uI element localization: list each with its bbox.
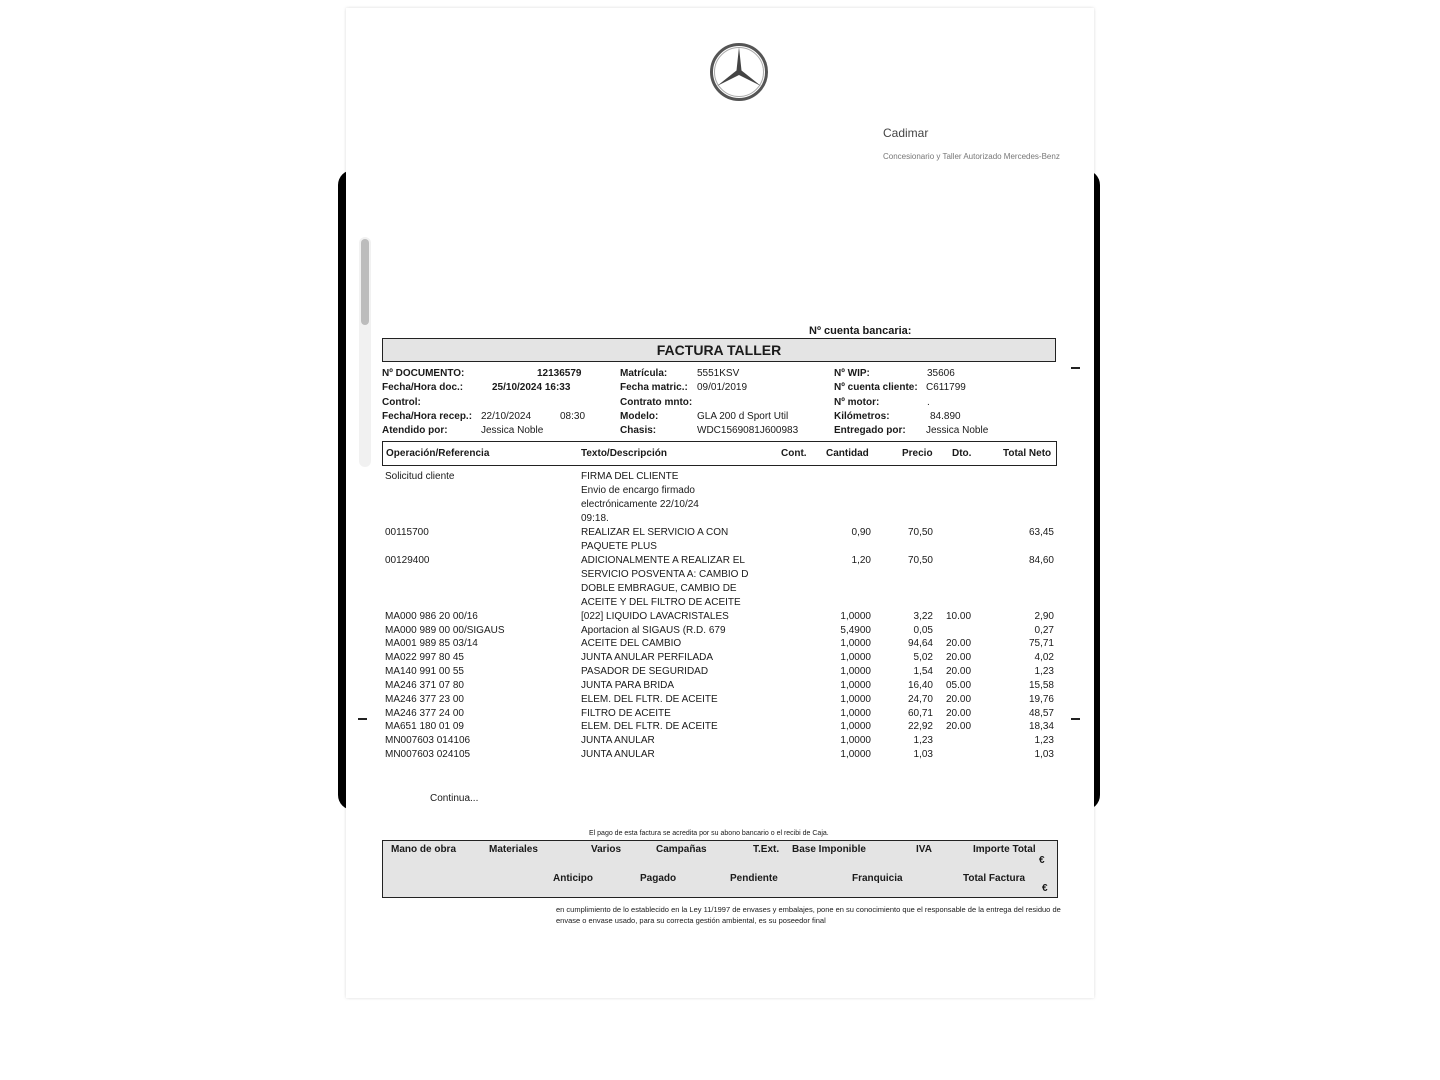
label-pagado: Pagado (640, 873, 677, 884)
cell-dto: 10.00 (946, 611, 972, 622)
cell-price: 24,70 (907, 694, 933, 705)
cell-dto: 20.00 (946, 694, 972, 705)
continua-text: Continua... (430, 793, 479, 804)
cell-ref: MA000 989 00 00/SIGAUS (385, 625, 505, 636)
label-varios: Varios (591, 844, 622, 855)
cell-desc: DOBLE EMBRAGUE, CAMBIO DE (581, 583, 737, 594)
engine: . (927, 397, 930, 408)
col-cont: Cont. (781, 448, 807, 459)
cell-price: 22,92 (907, 721, 933, 732)
cell-qty: 1,0000 (840, 694, 871, 705)
cell-qty: 1,0000 (840, 666, 871, 677)
control-label: Control: (382, 397, 421, 408)
plate-date-label: Fecha matric.: (620, 382, 688, 393)
cell-qty: 0,90 (851, 527, 871, 538)
cell-price: 1,54 (913, 666, 933, 677)
cell-total: 15,58 (1028, 680, 1054, 691)
totals-box (382, 840, 1058, 898)
wip: 35606 (927, 368, 955, 379)
label-anticipo: Anticipo (553, 873, 593, 884)
reception-time: 08:30 (560, 411, 586, 422)
cell-desc: JUNTA ANULAR (581, 749, 655, 760)
cell-desc: ACEITE Y DEL FILTRO DE ACEITE (581, 597, 741, 608)
col-total: Total Neto (1003, 448, 1052, 459)
client-label: Nº cuenta cliente: (834, 382, 918, 393)
cell-total: 84,60 (1028, 555, 1054, 566)
cell-qty: 1,0000 (840, 611, 871, 622)
cell-desc: ADICIONALMENTE A REALIZAR EL (581, 555, 745, 566)
chassis-label: Chasis: (620, 425, 657, 436)
km-label: Kilómetros: (834, 411, 890, 422)
cell-dto: 20.00 (946, 708, 972, 719)
cell-ref: MA246 377 24 00 (385, 708, 464, 719)
cell-price: 60,71 (907, 708, 933, 719)
cell-ref: MN007603 024105 (385, 749, 471, 760)
currency-total-factura: € (1042, 883, 1048, 894)
label-materiales: Materiales (489, 844, 538, 855)
cell-desc: JUNTA ANULAR PERFILADA (581, 652, 714, 663)
cell-desc: electrónicamente 22/10/24 (581, 499, 699, 510)
attended-label: Atendido por: (382, 425, 448, 436)
bank-account-label: Nº cuenta bancaria: (809, 325, 912, 337)
cell-desc: ELEM. DEL FLTR. DE ACEITE (581, 721, 718, 732)
label-base-imponible: Base Imponible (792, 844, 866, 855)
scrollbar-thumb[interactable] (361, 239, 369, 325)
label-franquicia: Franquicia (852, 873, 903, 884)
legal-notice: en cumplimiento de lo establecido en la Ley 11/1997 de envases y embalajes, pone en su conocimiento que el responsable de la entrega del residuo de envase o envase usado, para su correcta gestión ambiental, es su poseedor final (556, 905, 1061, 925)
label-t-ext: T.Ext. (753, 844, 780, 855)
cell-total: 2,90 (1034, 611, 1054, 622)
cell-price: 70,50 (907, 527, 933, 538)
chassis: WDC1569081J600983 (697, 425, 799, 436)
scrollbar[interactable] (359, 237, 371, 467)
cell-dto: 20.00 (946, 652, 972, 663)
cell-desc: REALIZAR EL SERVICIO A CON (581, 527, 729, 538)
cell-ref: MA246 371 07 80 (385, 680, 464, 691)
label-iva: IVA (916, 844, 932, 855)
cell-total: 18,34 (1028, 721, 1054, 732)
cell-price: 70,50 (907, 555, 933, 566)
cell-price: 0,05 (913, 625, 933, 636)
cell-desc: Aportacion al SIGAUS (R.D. 679 (581, 625, 726, 636)
cell-desc: SERVICIO POSVENTA A: CAMBIO D (581, 569, 749, 580)
cell-dto: 20.00 (946, 638, 972, 649)
cell-ref: MA651 180 01 09 (385, 721, 464, 732)
engine-label: Nº motor: (834, 397, 880, 408)
cell-qty: 1,0000 (840, 638, 871, 649)
cell-total: 1,03 (1034, 749, 1054, 760)
doc-number-label: Nº DOCUMENTO: (382, 368, 465, 379)
cell-price: 16,40 (907, 680, 933, 691)
cell-qty: 1,0000 (840, 680, 871, 691)
cell-qty: 5,4900 (840, 625, 871, 636)
cell-dto: 20.00 (946, 721, 972, 732)
label-total-factura: Total Factura (963, 873, 1026, 884)
cell-price: 5,02 (913, 652, 933, 663)
cell-qty: 1,0000 (840, 708, 871, 719)
label-importe-total: Importe Total (973, 844, 1036, 855)
cell-dto: 20.00 (946, 666, 972, 677)
delivered-by: Jessica Noble (926, 425, 989, 436)
cell-desc: FIRMA DEL CLIENTE (581, 471, 679, 482)
cell-desc: Envio de encargo firmado (581, 485, 695, 496)
plate-label: Matrícula: (620, 368, 668, 379)
model-label: Modelo: (620, 411, 659, 422)
cell-ref: 00115700 (385, 527, 429, 538)
attended-by: Jessica Noble (481, 425, 544, 436)
cell-qty: 1,0000 (840, 735, 871, 746)
cell-ref: Solicitud cliente (385, 471, 455, 482)
cell-desc: JUNTA PARA BRIDA (581, 680, 674, 691)
delivered-label: Entregado por: (834, 425, 906, 436)
reception-date: 22/10/2024 (481, 411, 532, 422)
contract-label: Contrato mnto: (620, 397, 693, 408)
cell-desc: PASADOR DE SEGURIDAD (581, 666, 709, 677)
cell-ref: MA246 377 23 00 (385, 694, 464, 705)
payment-note: El pago de esta factura se acredita por su abono bancario o el recibi de Caja. (589, 830, 829, 837)
cell-price: 1,03 (913, 749, 933, 760)
cell-ref: MN007603 014106 (385, 735, 471, 746)
cell-desc: [022] LIQUIDO LAVACRISTALES (581, 611, 729, 622)
model: GLA 200 d Sport Util (697, 411, 789, 422)
label-mano-obra: Mano de obra (391, 844, 457, 855)
cell-desc: FILTRO DE ACEITE (581, 708, 671, 719)
doc-date-label: Fecha/Hora doc.: (382, 382, 464, 393)
cell-total: 1,23 (1034, 735, 1054, 746)
col-ref: Operación/Referencia (386, 448, 490, 459)
cell-ref: MA000 986 20 00/16 (385, 611, 478, 622)
cell-qty: 1,0000 (840, 652, 871, 663)
km: 84.890 (930, 411, 961, 422)
cell-price: 3,22 (913, 611, 933, 622)
cell-desc: ACEITE DEL CAMBIO (581, 638, 682, 649)
currency-importe: € (1039, 855, 1045, 866)
cell-price: 94,64 (907, 638, 933, 649)
company-name: Cadimar (883, 126, 929, 140)
col-desc: Texto/Descripción (581, 448, 667, 459)
col-qty: Cantidad (826, 448, 869, 459)
reception-label: Fecha/Hora recep.: (382, 411, 473, 422)
cell-total: 75,71 (1028, 638, 1054, 649)
cell-desc: 09:18. (581, 513, 609, 524)
fold-mark (358, 718, 367, 720)
label-pendiente: Pendiente (730, 873, 778, 884)
cell-total: 4,02 (1034, 652, 1054, 663)
fold-mark (1071, 367, 1080, 369)
doc-date: 25/10/2024 16:33 (492, 382, 571, 393)
mercedes-star-logo (709, 42, 769, 102)
doc-number: 12136579 (537, 368, 582, 379)
cell-ref: MA001 989 85 03/14 (385, 638, 478, 649)
cell-desc: JUNTA ANULAR (581, 735, 655, 746)
col-price: Precio (902, 448, 933, 459)
plate: 5551KSV (697, 368, 740, 379)
cell-total: 19,76 (1028, 694, 1054, 705)
cell-qty: 1,0000 (840, 721, 871, 732)
company-subtitle: Concesionario y Taller Autorizado Mercedes-Benz (883, 152, 1060, 161)
cell-total: 48,57 (1028, 708, 1054, 719)
invoice-title: FACTURA TALLER (382, 338, 1056, 362)
cell-desc: ELEM. DEL FLTR. DE ACEITE (581, 694, 718, 705)
cell-desc: PAQUETE PLUS (581, 541, 657, 552)
items-table-header (382, 441, 1057, 466)
wip-label: Nº WIP: (834, 368, 870, 379)
cell-total: 63,45 (1028, 527, 1054, 538)
col-dto: Dto. (952, 448, 972, 459)
cell-ref: 00129400 (385, 555, 430, 566)
label-campanas: Campañas (656, 844, 707, 855)
cell-qty: 1,20 (851, 555, 871, 566)
client: C611799 (926, 382, 966, 393)
cell-ref: MA022 997 80 45 (385, 652, 464, 663)
cell-total: 0,27 (1034, 625, 1054, 636)
fold-mark (1071, 718, 1080, 720)
cell-ref: MA140 991 00 55 (385, 666, 464, 677)
cell-dto: 05.00 (946, 680, 972, 691)
plate-date: 09/01/2019 (697, 382, 748, 393)
cell-qty: 1,0000 (840, 749, 871, 760)
cell-total: 1,23 (1034, 666, 1054, 677)
cell-price: 1,23 (913, 735, 933, 746)
